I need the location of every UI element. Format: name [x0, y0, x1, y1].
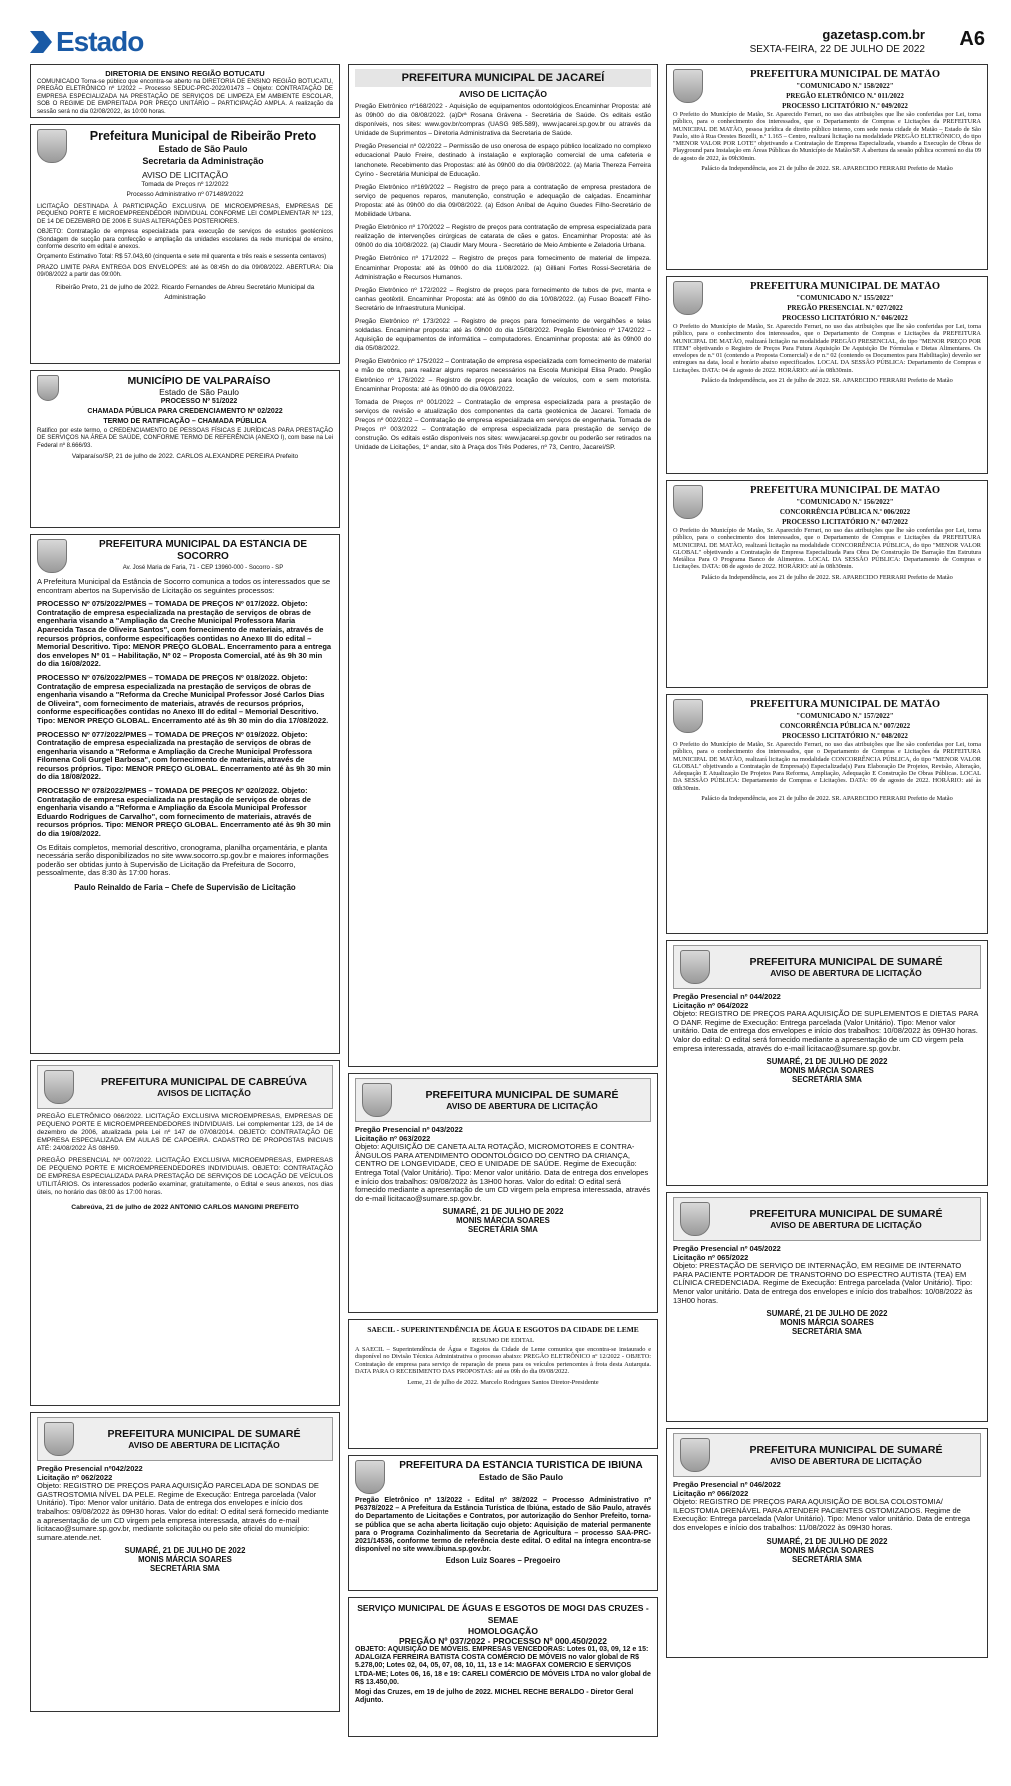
notice-process: PREGÃO Nº 037/2022 - PROCESSO Nº 000.450/2022: [399, 1636, 607, 1646]
notice-signature: Paulo Reinaldo de Faria – Chefe de Supervisão de Licitação: [74, 883, 296, 892]
notice-title: PREFEITURA MUNICIPAL DA ESTÂNCIA DE SOCORRO: [99, 539, 307, 562]
notice-signature-role: SECRETÁRIA SMA: [150, 1564, 220, 1574]
notice-processo: PROCESSO Nº 51/2022: [160, 398, 238, 405]
notice-title: PREFEITURA MUNICIPAL DE SUMARÉ: [749, 1444, 943, 1456]
notice-body: COMUNICADO Torna-se público que encontra-se aberto na DIRETORIA DE ENSINO REGIÃO BOTUCATU, PREGÃO ELETRÔNICO nº 1/2022 – Processo SEDUC-PRC-2022/01473 – Objeto: CONTRATAÇÃO DE EMPRESA ESPECIALIZADA NA PRESTAÇÃO DE SERVIÇOS DE LIMPEZA EM AMBIENTE ESCOLAR, SOB O REGIME DE EMPREITADA POR PREÇO UNITÁRIO – PARTICIPAÇÃO AMPLA. A realização da sessão será no dia 02/08/2022, às 10:00 horas.: [37, 78, 333, 115]
notice-body-3: Orçamento Estimativo Total: R$ 57.043,60 (cinquenta e sete mil quarenta e três reais e sessenta centavos): [37, 253, 327, 261]
notice-body-1: Pregão Eletrônico nº168/2022 - Aquisição de equipamentos odontológicos.Encaminhar Proposta: até às 09h00 do dia 08/08/2022. (a)Drª Rosana Grávena - Secretária de Saúde. Os editais estão disponíveis, nos sites: www.gov.br/compras (UASG 985.589), www.jacarei.sp.gov.br ou através da Unidade de Suprimentos – Diretoria Administrativa da Secretaria de Saúde.: [355, 103, 651, 138]
notice-body: O Prefeito do Município de Matão, Sr. Aparecido Ferrari, no uso das atribuições que lhe são conferidas por Lei, torna público, para o conhecimento dos interessados, que o Departamento de Compras e Licitações da PREFEITURA MUNICIPAL DE MATÃO, pessoa jurídica de direito público interno, com sede nesta cidade de Matão – Estado de São Paulo, sito à Rua Orestes Bozelli, n.º 1.165 – Centro, realizará licitação na modalidade PREGÃO ELETRÔNICO, do tipo "MENOR VALOR POR LOTE" objetivando a Contratação de Empresa Especializada, visando a Execução de Obras de Playground para Instalação em Áreas Públicas do Município de Matão/SP. A abertura da sessão pública ocorrerá no dia 09 de agosto de 2022, às 09h30min.: [673, 111, 981, 162]
notice-pregao: Pregão Presencial nº042/2022: [37, 1464, 143, 1473]
notice-socorro: [30, 534, 340, 1054]
notice-title: SERVIÇO MUNICIPAL DE ÁGUAS E ESGOTOS DE MOGI DAS CRUZES - SEMAE: [357, 1603, 649, 1625]
notice-sumare-043: [348, 1073, 658, 1313]
notice-title: PREFEITURA MUNICIPAL DE JACAREÍ: [355, 69, 651, 87]
notice-state: Estado de São Paulo: [478, 1472, 564, 1482]
municipal-crest-icon: [673, 69, 703, 103]
notice-signature-role: SECRETÁRIA SMA: [792, 1327, 862, 1337]
notice-matao-155: [666, 276, 988, 474]
notice-processo: PROCESSO LICITATÓRIO N.º 049/2022: [782, 102, 908, 110]
notice-signature-name: MONIS MÁRCIA SOARES: [780, 1318, 874, 1328]
notice-signature: Valparaíso/SP, 21 de julho de 2022. CARLOS ALEXANDRE PEREIRA Prefeito: [71, 453, 299, 461]
notice-concorrencia: CONCORRÊNCIA PÚBLICA N.º 006/2022: [779, 508, 911, 516]
notice-body-2: OBJETO: Contratação de empresa especializada para execução de serviços de estudos geotécnicos (Sondagem de sucção para confecção e ampliação da unidades escolares da rede municipal de ensino, conforme descrito em edital e anexos.: [37, 228, 333, 251]
notice-process-1: PROCESSO Nº 075/2022/PMES – TOMADA DE PREÇOS Nº 017/2022. Objeto: Contratação de empresa especializada na prestação de serviços de obras de engenharia visando a "Ampliação da Creche Municipal Professora Maria Aparecida Tasca de Oliveira Santos", com fornecimento de materiais, através de recursos próprios, conforme especificações contidas no Anexo III do edital – Memorial Descritivo. Tipo: MENOR PREÇO GLOBAL. Encerramento para a entrega dos envelopes Nº 01 – Habilitação, Nº 02 – Proposta Comercial, até às 9h 30 min do dia 16/08/2022.: [37, 599, 332, 669]
notice-pregao: Pregão Presencial nº 046/2022: [673, 1480, 781, 1489]
notice-subtitle: RESUMO DE EDITAL: [472, 1337, 534, 1344]
notice-subtitle: HOMOLOGAÇÃO: [468, 1626, 538, 1636]
notice-signature: Palácio da Independência, aos 21 de julho de 2022. SR. APARECIDO FERRARI Prefeito de Matão: [701, 377, 953, 385]
notice-body: Objeto: AQUISIÇÃO DE CANETA ALTA ROTAÇÃO, MICROMOTORES E CONTRA-ÂNGULOS PARA ATENDIMENTO ODONTOLÓGICO DO CENTRO DA CRIANÇA, CENTRO DE LONGEVIDADE, CEO E UNIDADE DE SAÚDE. Regime de Execução: Entrega Total (Valor Unitário). Tipo: Menor valor unitário. Data de entrega dos envelopes e início dos trabalhos: 09/08/2022 às 13H00 horas. Valor do edital: O edital será fornecido mediante a apresentação de um CD virgem pela empresa interessada, através do e-mail licitacao@sumare.sp.gov.br.: [355, 1142, 651, 1203]
notice-subtitle: TERMO DE RATIFICAÇÃO – CHAMADA PÚBLICA: [103, 418, 267, 425]
notice-aviso: AVISO DE LICITAÇÃO: [141, 170, 229, 180]
municipal-crest-icon: [37, 129, 67, 163]
notice-body-9: Tomada de Preços nº 001/2022 – Contratação de empresa especializada para a prestação de serviços de revisão e atualização dos componentes da carta geotécnica de Jacareí. Tomada de Preços nº 002/2022 – Contratação de empresa especializada em serviços de engenharia. Tomada de Preços nº 003/2022 – Contratação de empresa especializada para prestação de serviço de construção. Os editais estão disponíveis nos sites: www.jacarei.sp.gov.br ou poderão ser retirados na Unidade de Licitações, 1º andar, sito à Praça dos Três Poderes, nº 73, Centro, Jacareí/SP.: [355, 398, 651, 452]
notice-signature: Ribeirão Preto, 21 de julho de 2022. Ricardo Fernandes de Abreu Secretário Municipal da Administração: [55, 283, 315, 301]
notice-processo: PROCESSO LICITATÓRIO N.º 047/2022: [782, 518, 908, 526]
notice-signature: Palácio da Independência, aos 21 de julho de 2022. SR. APARECIDO FERRARI Prefeito de Matão: [701, 795, 953, 803]
notice-process-2: PROCESSO Nº 076/2022/PMES – TOMADA DE PREÇOS Nº 018/2022. Objeto: Contratação de empresa especializada na prestação de serviços de obras de engenharia visando a "Reforma da Creche Municipal Professor José Carlos Dias de Oliveira", com fornecimento de materiais, através de recursos próprios, conforme especificações contidas no Anexo III do edital – Memorial Descritivo. Tipo: MENOR PREÇO GLOBAL. Encerramento até às 9h 30 min do dia 17/08/2022.: [37, 672, 329, 725]
notice-sumare-042: [30, 1412, 340, 1712]
column-left: [30, 64, 340, 1718]
notice-signature-date: SUMARÉ, 21 DE JULHO DE 2022: [442, 1207, 564, 1217]
notice-signature: Mogi das Cruzes, em 19 de julho de 2022. MICHEL RECHE BERALDO - Diretor Geral Adjunto.: [355, 1689, 634, 1705]
notice-body: Pregão Eletrônico nº 13/2022 - Edital nº 38/2022 – Processo Administrativo nº P6378/2022 – A Prefeitura da Estância Turística de Ibiúna, estado de São Paulo, através do Departamento de Licitações e Contratos, por autorização do Senhor Prefeito, torna-se pública que se acha aberta licitação cujo objeto: Aquisição de material permanente para o Programa Cozinhalimento da Secretaria de Agricultura – processo SAA-PRC-2021/14536, conforme termo de referência deste edital. O edital na íntegra encontra-se disponível no site www.ibiuna.sp.gov.br.: [355, 1496, 651, 1554]
notice-matao-156: [666, 480, 988, 688]
notice-sumare-044: [666, 940, 988, 1186]
column-middle: [348, 64, 658, 1743]
notice-licitacao: Licitação nº 064/2022: [673, 1000, 749, 1010]
notice-licitacao: Licitação nº 062/2022: [37, 1472, 113, 1482]
notice-processo: PROCESSO LICITATÓRIO N.º 048/2022: [782, 732, 908, 740]
notice-editais: Os Editais completos, memorial descritivo, cronograma, planilha orçamentária, e planta necessária serão disponibilizados no site www.socorro.sp.gov.br e maiores informações poderão ser obtidas junto à Supervisão de Licitação da Prefeitura de Socorro, pessoalmente, das 8:30 às 17:00 horas.: [37, 842, 329, 878]
column-right: [666, 64, 988, 1664]
municipal-crest-icon: [673, 699, 703, 733]
notice-title: DIRETORIA DE ENSINO REGIÃO BOTUCATU: [105, 69, 265, 78]
notice-title: PREFEITURA MUNICIPAL DE SUMARÉ: [107, 1428, 301, 1440]
notice-pregao: PREGÃO PRESENCIAL N.º 027/2022: [787, 304, 903, 312]
notice-aviso: AVISO DE ABERTURA DE LICITAÇÃO: [446, 1101, 598, 1111]
notice-tomada: Tomada de Preços nº 12/2022: [141, 181, 229, 188]
notice-aviso: AVISO DE ABERTURA DE LICITAÇÃO: [770, 1456, 922, 1466]
notice-process-3: PROCESSO Nº 077/2022/PMES – TOMADA DE PREÇOS Nº 019/2022. Objeto: Contratação de empresa especializada na prestação de serviços de obras de engenharia visando a "Reforma e Ampliação da Creche Municipal Professora Filomena Coli Gurgel Barbosa", com fornecimento de materiais, através de recursos próprios. Tipo: MENOR PREÇO GLOBAL. Encerramento até às 9h 30 min do dia 18/08/2022.: [37, 729, 331, 782]
notice-title: PREFEITURA MUNICIPAL DE MATÃO: [749, 699, 941, 710]
notice-aviso: AVISO DE ABERTURA DE LICITAÇÃO: [770, 968, 922, 978]
notice-title: PREFEITURA MUNICIPAL DE SUMARÉ: [425, 1089, 619, 1101]
notice-cabreuva: [30, 1060, 340, 1406]
notice-title: PREFEITURA MUNICIPAL DE SUMARÉ: [749, 1208, 943, 1220]
notice-address: Av. José Maria de Faria, 71 - CEP 13960-000 - Socorro - SP: [122, 565, 284, 571]
notice-signature-role: SECRETÁRIA SMA: [792, 1075, 862, 1085]
notice-aviso: AVISOS DE LICITAÇÃO: [157, 1088, 251, 1098]
municipal-crest-icon: [680, 950, 710, 984]
municipal-crest-icon: [680, 1202, 710, 1236]
notice-body: Objeto: REGISTRO DE PREÇOS PARA AQUISIÇÃO DE BOLSA COLOSTOMIA/ ILEOSTOMIA DRENÁVEL PARA ATENDER PACIENTES OSTOMIZADOS. Regime de Execução: Entrega parcelada (Valor Unitário). Tipo: Menor valor unitário. Data de entrega dos envelopes e início dos trabalhos: 11/08/2022 às 09H30 horas.: [673, 1497, 971, 1532]
municipal-crest-icon: [37, 539, 67, 573]
notice-ibiuna: [348, 1455, 658, 1591]
notice-signature-date: SUMARÉ, 21 DE JULHO DE 2022: [124, 1546, 246, 1556]
municipal-crest-icon: [44, 1070, 74, 1104]
notice-body-4: Pregão Eletrônico nº 170/2022 – Registro de preços para contratação de empresa especializada para realização de intervenções cirúrgicas de catarata de cães e gatos. Encaminhar Proposta: até às 09h00 do dia 10/08/2022. (a) Claudir Mary Moura - Secretário de Meio Ambiente e Zeladoria Urbana.: [355, 224, 651, 250]
notice-body-3: Pregão Eletrônico nº169/2022 – Registro de preço para a contratação de empresa prestadora de serviço de pequenos reparos, manutenção, construção e adequação de calçadas. Encaminhar Proposta: até às 09h00 do dia 09/08/2022. (a) Edson Aníbal de Aquino Guedes Filho-Secretário de Mobilidade Urbana.: [355, 183, 651, 219]
notice-comunicado: "COMUNICADO N.º 156/2022": [796, 498, 894, 506]
notice-jacarei: [348, 64, 658, 1067]
municipal-crest-icon: [362, 1083, 392, 1117]
notice-signature-date: SUMARÉ, 21 DE JULHO DE 2022: [766, 1536, 888, 1546]
notice-body: OBJETO: AQUISIÇÃO DE MÓVEIS. EMPRESAS VENCEDORAS: Lotes 01, 03, 09, 12 e 15: ADALGIZA FERREIRA BATISTA COSTA COMÉRCIO DE MÓVEIS no valor global de R$ 5.278,00; Lotes 02, 04, 05, 07, 08, 10, 11, 13 e 14: MAGFAX COMERCIO E SERVIÇOS LTDA-ME; Lotes 06, 16, 18 e 19: CARELI COMÉRCIO DE MÓVEIS LTDA no valor global de R$ 13.450,00.: [355, 1646, 651, 1686]
municipal-crest-icon: [673, 281, 703, 315]
notice-body-1: PREGÃO ELETRÔNICO 066/2022. LICITAÇÃO EXCLUSIVA MICROEMPRESAS, EMPRESAS DE PEQUENO PORTE E MICROEMPREENDEDORES INDIVIDUAIS. Lei complementar 123, de 14 de dezembro de 2006, atualizada pela Lei nº 147 de 07/08/2014. OBJETO: CONTRATAÇÃO DE EMPRESA ESPECIALIZADA EM AULAS DE CAPOEIRA. CADASTRO DE PROPOSTAS INICIAIS ATÉ: 24/08/2022 ÀS 08H59.: [37, 1113, 333, 1152]
municipal-crest-icon: [673, 485, 703, 519]
notice-comunicado: "COMUNICADO N.º 157/2022": [796, 712, 894, 720]
notice-processo: PROCESSO LICITATÓRIO N.º 046/2022: [782, 314, 908, 322]
notice-licitacao: Licitação nº 065/2022: [673, 1252, 749, 1262]
newspaper-logo[interactable]: [30, 26, 143, 58]
notice-signature: Palácio da Independência, aos 21 de julho de 2022. SR. APARECIDO FERRARI Prefeito de Matão: [701, 573, 953, 581]
municipal-crest-icon: [355, 1460, 385, 1494]
notice-comunicado: "COMUNICADO N.º 155/2022": [796, 294, 894, 302]
notice-signature-role: SECRETÁRIA SMA: [792, 1554, 862, 1564]
notice-title: PREFEITURA MUNICIPAL DE CABREÚVA: [100, 1076, 308, 1088]
notice-valparaiso: [30, 370, 340, 528]
notice-signature-name: MONIS MÁRCIA SOARES: [138, 1555, 232, 1565]
notice-aviso: AVISO DE ABERTURA DE LICITAÇÃO: [128, 1440, 280, 1450]
notice-body: Ratifico por este termo, o CREDENCIAMENTO DE PESSOAS FÍSICAS E JURÍDICAS PARA PRESTAÇÃO DE SERVIÇOS NA ÁREA DE SAÚDE, CONFORME TERMO DE REFERÊNCIA (ANEXO I), com base na Lei Federal nº 8.666/93.: [37, 427, 333, 449]
notice-body-6: Pregão Eletrônico nº 172/2022 – Registro de preços para fornecimento de tubos de pvc, manta e canhas geotêxtil. Encaminhar Proposta: até às 09h00 do dia 10/08/2022. (a) Fusao Boaceff Filho-Secretário de Infraestrutura Municipal.: [355, 286, 651, 312]
notice-body: O Prefeito do Município de Matão, Sr. Aparecido Ferrari, no uso das atribuições que lhe são conferidas por Lei, torna público, para o conhecimento dos interessados, que o Departamento de Compras e Licitações da PREFEITURA MUNICIPAL DE MATÃO, realizará licitação na modalidade CONCORRÊNCIA PÚBLICA, do tipo "MENOR VALOR GLOBAL" objetivando a Contratação de Empresa(s) Especializada(s) Para Elaboração De Projetos, Revisão, Alteração, Adequação E Atualização De Projetos Para Reforma, Ampliação, Adequação E Construção De Obras Públicas. LOCAL DA SESSÃO PÚBLICA: Departamento de Compras e Licitações. DATA: 09 de agosto de 2022. HORÁRIO: até às 08h30min.: [673, 741, 981, 792]
notice-title: Prefeitura Municipal de Ribeirão Preto: [89, 129, 317, 143]
notice-concorrencia: CONCORRÊNCIA PÚBLICA N.º 007/2022: [779, 722, 911, 730]
notice-semae-mogi: [348, 1597, 658, 1737]
notice-ribeirao-preto: [30, 124, 340, 364]
notice-body-8: Pregão Eletrônico nº 175/2022 – Contratação de empresa especializada com fornecimento de material e mão de obra, para realizar alguns reparos necessários na Escola Municipal Elisa Prado. Pregão Eletrônico nº 176/2022 – Registro de preços para locação de veículos, com e sem motorista. Encaminhar Proposta: até às 09h00 do dia 09/08/2022.: [355, 358, 651, 393]
notice-body: Objeto: PRESTAÇÃO DE SERVIÇO DE INTERNAÇÃO, EM REGIME DE INTERNATO PARA PACIENTE PORTADOR DE TRANSTORNO DO ESPECTRO AUTISTA (TEA) EM CLÍNICA CREDENCIADA. Regime de Execução: Entrega parcelada (Valor Unitário). Tipo: Menor valor unitário. Data de entrega dos envelopes e início dos trabalhos: 10/08/2022 às 13H00 horas.: [673, 1261, 973, 1305]
notice-pregao: Pregão Presencial nº 044/2022: [673, 992, 781, 1001]
masthead: [30, 26, 985, 62]
page-number: A6: [959, 28, 985, 50]
site-url[interactable]: gazetasp.com.br: [822, 27, 925, 42]
notice-body-4: PRAZO LIMITE PARA ENTREGA DOS ENVELOPES: até às 08:45h do dia 09/08/2022. ABERTURA: Dia 09/08/2022 a partir das 09:00h.: [37, 263, 333, 279]
notice-title: PREFEITURA DA ESTÂNCIA TURÍSTICA DE IBIÚNA: [399, 1460, 643, 1471]
notice-signature: Palácio da Independência, aos 21 de julho de 2022. SR. APARECIDO FERRARI Prefeito de Matão: [701, 165, 953, 173]
notice-pregao: PREGÃO ELETRÔNICO N.º 011/2022: [786, 92, 904, 100]
notice-dept: Secretaria da Administração: [142, 156, 264, 166]
notice-aviso: AVISO DE ABERTURA DE LICITAÇÃO: [770, 1220, 922, 1230]
notice-title: PREFEITURA MUNICIPAL DE SUMARÉ: [749, 956, 943, 968]
notice-body-2: Pregão Presencial nº 02/2022 – Permissão de uso onerosa de espaço público localizado no complexo educacional Paulo Freire, destinado à instalação e exploração comercial de uma cafeteria e lanchonete. Recebimento das Propostas: até às 09h00 do dia 09/08/2022. (a) Maria Thereza Ferreira Cyrino - Secretária Municipal de Educação.: [355, 143, 651, 178]
notice-state: Estado de São Paulo: [159, 387, 239, 397]
notice-body-2: PREGÃO PRESENCIAL Nº 007/2022. LICITAÇÃO EXCLUSIVA MICROEMPRESAS, EMPRESAS DE PEQUENO PORTE E MICROEMPREENDEDORES INDIVIDUAIS. OBJETO: CONTRATAÇÃO DE EMPRESA ESPECIALIZADA PARA PRESTAÇÃO DE SERVIÇOS DE LOCAÇÃO DE VEÍCULOS UTILITÁRIOS. Os interessados poderão examinar, gratuitamente, o Edital e seus anexos, nos dias úteis, no horário das 08:00 às 17:00 horas.: [37, 1157, 333, 1196]
municipal-crest-icon: [37, 375, 59, 401]
notice-botucatu: [30, 64, 340, 118]
notice-pregao: Pregão Presencial nº 043/2022: [355, 1125, 463, 1134]
notice-body: O Prefeito do Município de Matão, Sr. Aparecido Ferrari, no uso das atribuições que lhe são conferidas por Lei, torna público, para o conhecimento dos interessados, que o Departamento de Compras e Licitações da PREFEITURA MUNICIPAL DE MATÃO, realizará licitação na modalidade CONCORRÊNCIA PÚBLICA, do tipo "MENOR VALOR GLOBAL" objetivando a Contratação de Empresa Especializada Para Obra De Construção De Barração Em Estrutura Metálica Para O Programa Banco de Alimentos. LOCAL DA SESSÃO PÚBLICA: Departamento de Compras e Licitações. DATA: 08 de agosto de 2022. HORÁRIO: até às 08h30min.: [673, 527, 981, 571]
notice-body-5: Pregão Eletrônico nº 171/2022 – Registro de preços para fornecimento de material de limpeza. Encaminhar Proposta: até às 09h00 do dia 11/08/2022. (a) Gilliani Fortes Rossi-Secretária de Administração e Recursos Humanos.: [355, 255, 651, 281]
notice-title: PREFEITURA MUNICIPAL DE MATÃO: [749, 485, 941, 496]
notice-matao-157: [666, 694, 988, 934]
notice-signature-date: SUMARÉ, 21 DE JULHO DE 2022: [766, 1309, 888, 1319]
notice-title: MUNICÍPIO DE VALPARAÍSO: [127, 375, 271, 387]
notice-licitacao: Licitação nº 066/2022: [673, 1488, 749, 1498]
notice-body: O Prefeito do Município de Matão, Sr. Aparecido Ferrari, no uso das atribuições que lhe são conferidas por Lei, torna público, para o conhecimento dos interessados, que o Departamento de Compras e Licitações da PREFEITURA MUNICIPAL DE MATÃO, realizará licitação na modalidade PREGÃO PRESENCIAL, do tipo "MENOR PREÇO POR ITEM" objetivando o Registro de Preços Para Futura Aquisição De Aquisição De Fórmulas e Dietas Alimentares. Os envelopes de n.º 01 (contendo a Proposta Comercial) e de n.º 02 (contendo os Documentos para Habilitação) deverão ser entregues na data, local e horário abaixo especificados. LOCAL DA SESSÃO PÚBLICA: Departamento de Compras e Licitações. DATA: 04 de agosto de 2022. HORÁRIO: até às 08h30min.: [673, 323, 981, 374]
notice-signature-name: MONIS MÁRCIA SOARES: [780, 1545, 874, 1555]
notice-comunicado: "COMUNICADO N.º 158/2022": [796, 82, 894, 90]
notice-title: PREFEITURA MUNICIPAL DE MATÃO: [749, 281, 941, 292]
notice-state: Estado de São Paulo: [158, 144, 248, 154]
notice-processo: Processo Administrativo nº 071489/2022: [126, 191, 244, 198]
notice-saecil-leme: [348, 1319, 658, 1449]
notice-body-1: LICITAÇÃO DESTINADA À PARTICIPAÇÃO EXCLUSIVA DE MICROEMPRESAS, EMPRESAS DE PEQUENO PORTE E MICROEMPREENDEDOR INDIVIDUAL CONFORME LEI COMPLEMENTAR Nº 123, DE 14 DE DEZEMBRO DE 2006 E SUAS ALTERAÇÕES POSTERIORES.: [37, 203, 333, 225]
edition-date: SEXTA-FEIRA, 22 DE JULHO DE 2022: [749, 44, 925, 55]
notice-signature: Cabreúva, 21 de julho de 2022 ANTONIO CARLOS MANGINI PREFEITO: [71, 1204, 299, 1211]
notice-sumare-045: [666, 1192, 988, 1422]
notice-sumare-046: [666, 1428, 988, 1658]
notice-signature: Leme, 21 de julho de 2022. Marcelo Rodrigues Santos Diretor-Presidente: [407, 1379, 599, 1387]
notice-signature-date: SUMARÉ, 21 DE JULHO DE 2022: [766, 1057, 888, 1067]
notice-matao-158: [666, 64, 988, 270]
notice-signature: Edson Luiz Soares – Pregoeiro: [445, 1556, 561, 1566]
notice-licitacao: Licitação nº 063/2022: [355, 1133, 431, 1143]
notice-process-4: PROCESSO Nº 078/2022/PMES – TOMADA DE PREÇOS Nº 020/2022. Objeto: Contratação de empresa especializada na prestação de serviços de obras de engenharia visando a "Reforma e Ampliação da Escola Municipal Professor Eduardo Rodrigues de Carvalho", com fornecimento de materiais, através de recursos próprios. Tipo: MENOR PREÇO GLOBAL. Encerramento até às 9h 30 min do dia 19/08/2022.: [37, 786, 331, 839]
notice-body: Objeto: REGISTRO DE PREÇOS PARA AQUISIÇÃO DE SUPLEMENTOS E DIETAS PARA O DANF. Regime de Execução: Entrega parcelada (Valor Unitário). Tipo: Menor valor unitário. Data de entrega dos envelopes e início dos trabalhos: 10/08/2022 às 09H30 horas. Valor do edital: O edital será fornecido mediante a apresentação de um CD virgem pela empresa interessada, através do e-mail licitacao@sumare.sp.gov.br.: [673, 1009, 978, 1053]
notice-signature-name: MONIS MÁRCIA SOARES: [456, 1216, 550, 1226]
municipal-crest-icon: [680, 1438, 710, 1472]
notice-pregao: Pregão Presencial nº 045/2022: [673, 1244, 781, 1253]
notice-title: SAECIL - SUPERINTENDÊNCIA DE ÁGUA E ESGOTOS DA CIDADE DE LEME: [367, 1325, 639, 1334]
notice-title: PREFEITURA MUNICIPAL DE MATÃO: [749, 69, 941, 80]
municipal-crest-icon: [44, 1422, 74, 1456]
logo-text: Estado: [56, 26, 144, 57]
logo-arrow-icon: [30, 31, 52, 53]
notice-body: Objeto: REGISTRO DE PREÇOS PARA AQUISIÇÃO PARCELADA DE SONDAS DE GASTROSTOMIA NÍVEL DA PELE. Regime de Execução: Entrega parcelada (Valor Unitário). Tipo: Menor valor unitário. Data de entrega dos envelopes e início dos trabalhos: 09/08/2022 às 09H30 horas. Valor do edital: O edital será fornecido mediante a apresentação de um CD virgem pela empresa interessada, através do e-mail licitacao@sumare.sp.gov.br, mediante solicitação ou pelo site oficial do município: sumare.atende.net.: [37, 1481, 329, 1542]
notice-body-7: Pregão Eletrônico nº 173/2022 – Registro de preços para fornecimento de vergalhões e telas soldadas. Encaminhar proposta: até às 09h00 do dia 15/08/2022. Pregão Eletrônico nº 174/2022 – Aquisição de equipamentos de informática – computadores. Encaminhar proposta: até às 09h00 do dia 05/08/2022.: [355, 317, 651, 353]
notice-aviso: AVISO DE LICITAÇÃO: [459, 89, 547, 99]
notice-signature-role: SECRETÁRIA SMA: [468, 1225, 538, 1235]
notice-intro: A Prefeitura Municipal da Estância de Socorro comunica a todos os interessados que se encontram abertos na Supervisão de Licitação os seguintes processos:: [37, 577, 331, 595]
notice-chamada: CHAMADA PÚBLICA PARA CREDENCIAMENTO Nº 02/2022: [87, 408, 283, 415]
notice-signature-name: MONIS MÁRCIA SOARES: [780, 1066, 874, 1076]
notice-body: A SAECIL – Superintendência de Água e Esgotos da Cidade de Leme comunica que encontra-se instaurado e disponível no Divisão Técnica Administrativa o processo abaixo: PREGÃO ELETRÔNICO nº 12/2022 - OBJETO: Contratação de empresa para serviço de reparação de pneus para os veículos pertencentes à frota desta Autarquia. DATA PARA O RECEBIMENTO DAS PROPOSTAS: até as 09h do dia 09/08/2022.: [355, 1346, 651, 1375]
